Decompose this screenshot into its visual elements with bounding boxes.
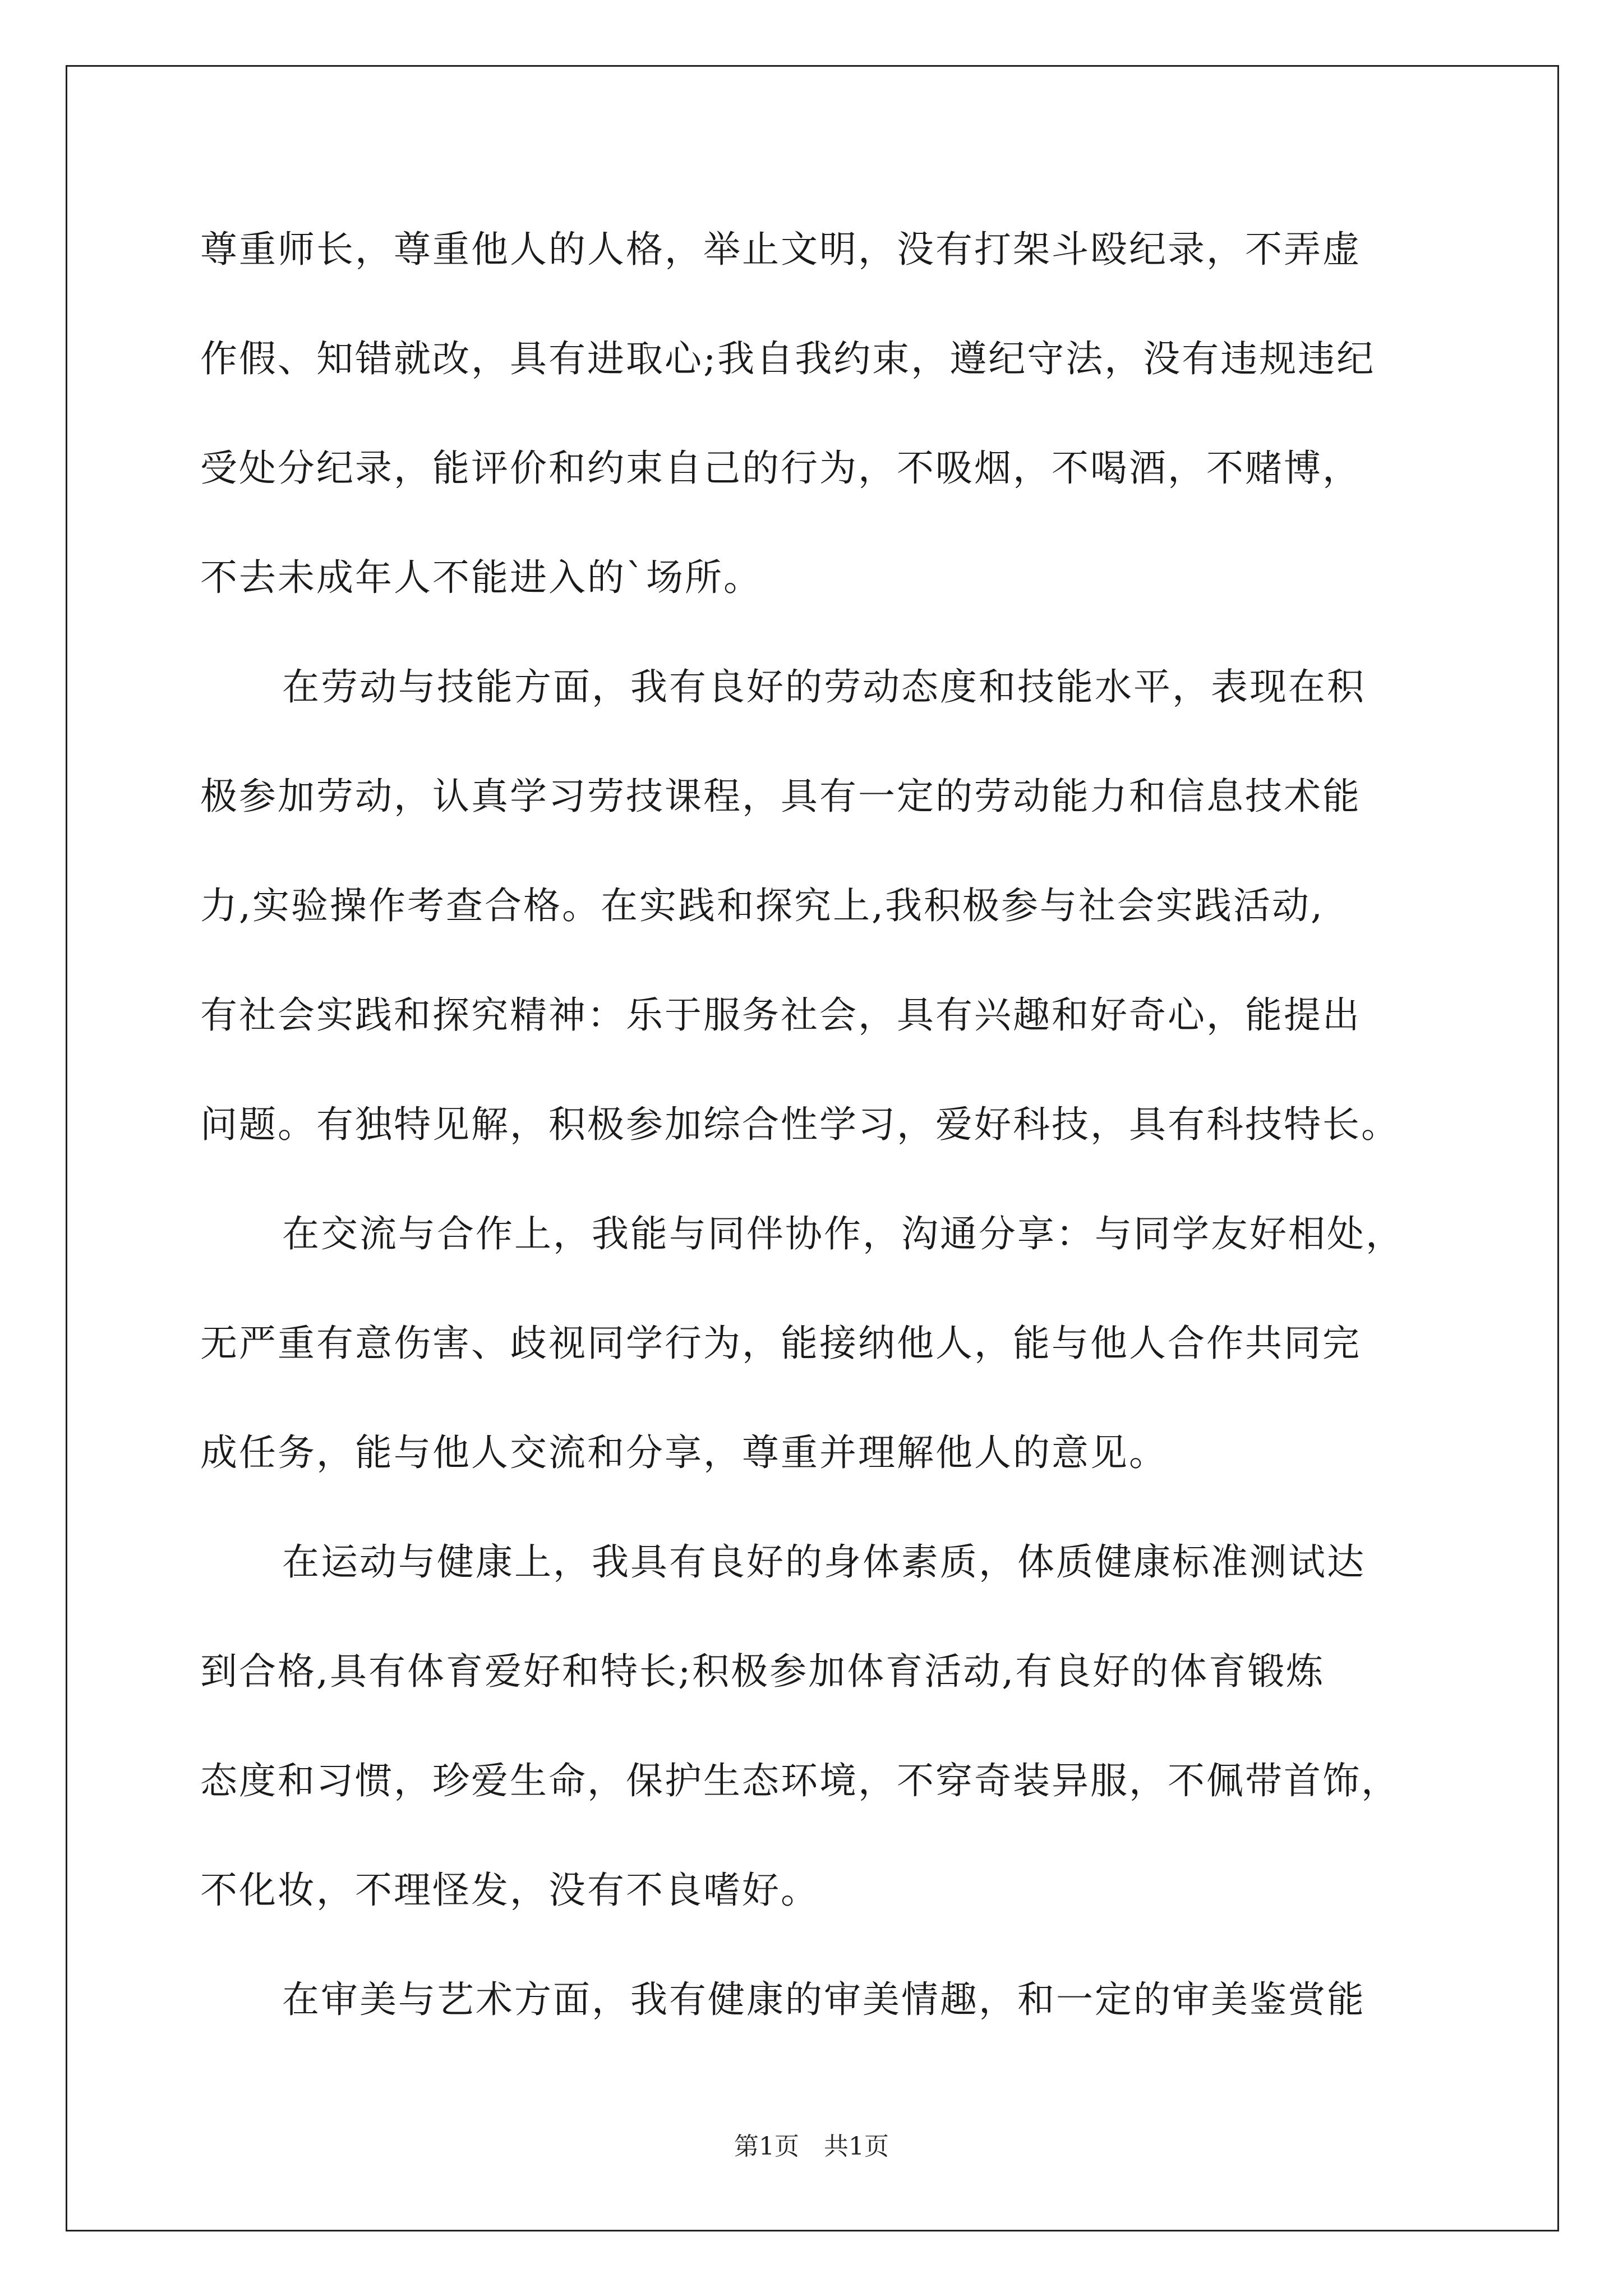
text-line: 作假、知错就改，具有进取心;我自我约束，遵纪守法，没有违规违纪 xyxy=(200,337,1376,380)
text-line: 力,实验操作考查合格。在实践和探究上,我积极参与社会实践活动, xyxy=(200,884,1324,927)
text-line: 有社会实践和探究精神：乐于服务社会，具有兴趣和好奇心，能提出 xyxy=(200,993,1361,1037)
text-line: 态度和习惯，珍爱生命，保护生态环境，不穿奇装异服，不佩带首饰， xyxy=(200,1759,1400,1802)
text-line: 无严重有意伤害、歧视同学行为，能接纳他人，能与他人合作共同完 xyxy=(200,1322,1361,1365)
text-line: 不化妆，不理怪发，没有不良嗜好。 xyxy=(200,1869,819,1912)
text-line: 成任务，能与他人交流和分享，尊重并理解他人的意见。 xyxy=(200,1431,1168,1474)
text-line: 不去未成年人不能进入的`场所。 xyxy=(200,556,762,599)
text-line: 到合格,具有体育爱好和特长;积极参加体育活动,有良好的体育锻炼 xyxy=(200,1650,1325,1693)
paragraph-first-line: 在审美与艺术方面，我有健康的审美情趣，和一定的审美鉴赏能 xyxy=(282,1978,1366,2021)
text-line: 极参加劳动，认真学习劳技课程，具有一定的劳动能力和信息技术能 xyxy=(200,775,1361,818)
paragraph-first-line: 在交流与合作上，我能与同伴协作，沟通分享：与同学友好相处， xyxy=(282,1212,1404,1255)
paragraph-first-line: 在劳动与技能方面，我有良好的劳动态度和技能水平，表现在积 xyxy=(282,665,1366,708)
text-line: 问题。有独特见解，积极参加综合性学习，爱好科技，具有科技特长。 xyxy=(200,1103,1400,1146)
text-line: 受处分纪录，能评价和约束自己的行为，不吸烟，不喝酒，不赌博， xyxy=(200,447,1361,490)
paragraph-first-line: 在运动与健康上，我具有良好的身体素质，体质健康标准测试达 xyxy=(282,1540,1366,1584)
page-footer: 第1页 共1页 xyxy=(734,2132,889,2161)
text-line: 尊重师长，尊重他人的人格，举止文明，没有打架斗殴纪录，不弄虚 xyxy=(200,228,1361,271)
